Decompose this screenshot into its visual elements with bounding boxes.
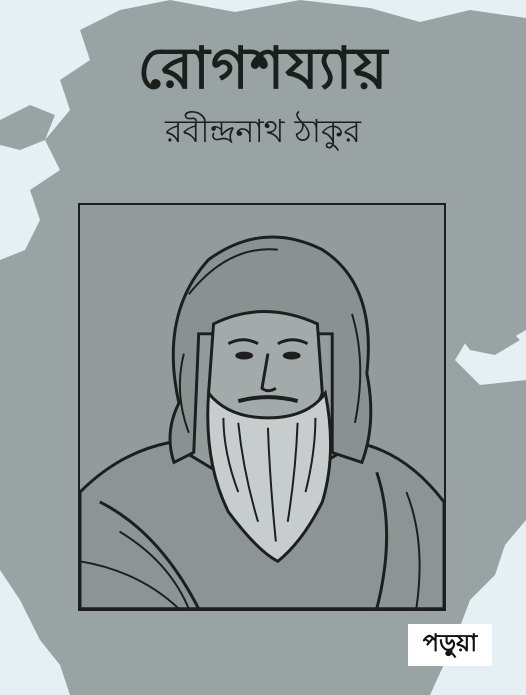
book-title: রোগশয্যায় bbox=[137, 34, 389, 102]
portrait-illustration-icon bbox=[80, 205, 444, 609]
book-author: রবীন্দ্রনাথ ঠাকুর bbox=[164, 112, 362, 150]
portrait-frame bbox=[78, 203, 446, 611]
publisher-logo: পড়ুয়া bbox=[408, 624, 492, 666]
